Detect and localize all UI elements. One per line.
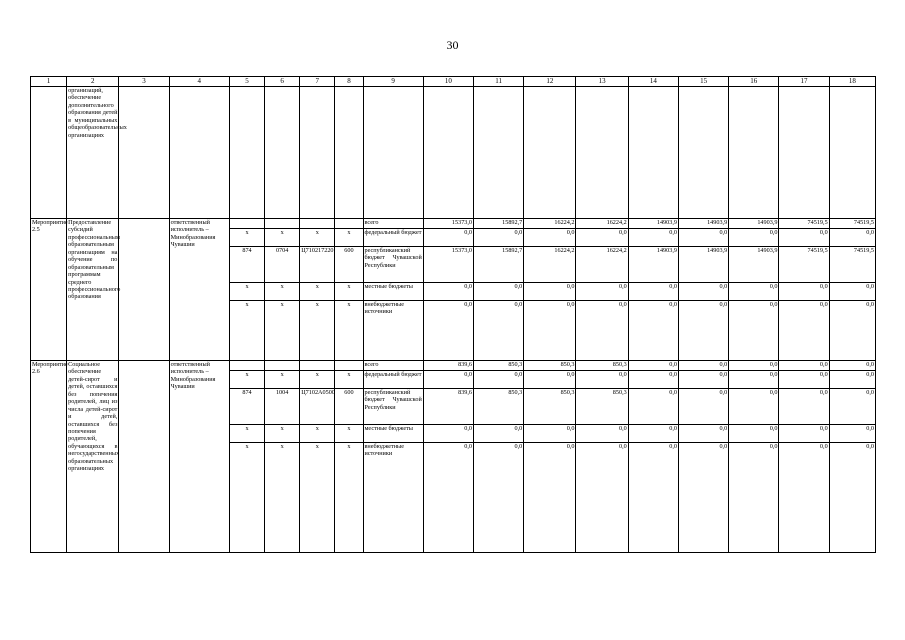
column-number: 8 [335, 77, 363, 87]
column-number: 18 [829, 77, 875, 87]
target-article-code: x [300, 443, 335, 553]
section-code-rzpr: x [265, 301, 300, 361]
grbs-code: x [229, 443, 264, 553]
target-article-code [300, 219, 335, 229]
table-body [31, 77, 876, 553]
value-cell: 0,0 [474, 229, 524, 247]
column-number: 14 [628, 77, 678, 87]
column-number: 6 [265, 77, 300, 87]
target-article-code [300, 361, 335, 371]
value-cell: 850,3 [474, 361, 524, 371]
section-code-rzpr: x [265, 229, 300, 247]
value-cell: 0,0 [474, 425, 524, 443]
column-number: 12 [524, 77, 576, 87]
section-code-rzpr: x [265, 371, 300, 389]
table-row [31, 361, 876, 371]
funding-source: республиканский бюджет Чувашской Республики [363, 389, 423, 425]
column-number: 1 [31, 77, 67, 87]
target-article-code: Ц7102А0500 [300, 389, 335, 425]
value-cell: 0,0 [729, 361, 779, 371]
value-cell: 15892,7 [474, 247, 524, 283]
value-cell: 0,0 [423, 425, 473, 443]
value-cell: 0,0 [779, 229, 829, 247]
value-cell: 0,0 [524, 283, 576, 301]
value-cell: 14903,9 [729, 247, 779, 283]
section-code-rzpr [265, 219, 300, 229]
value-cell: 0,0 [524, 229, 576, 247]
value-cell: 15892,7 [474, 219, 524, 229]
column-number: 9 [363, 77, 423, 87]
expense-type-code [335, 219, 363, 229]
funding-source: внебюджетные источники [363, 443, 423, 553]
value-cell: 14903,9 [628, 219, 678, 229]
funding-source: всего [363, 219, 423, 229]
grbs-code: 874 [229, 389, 264, 425]
value-cell: 0,0 [474, 443, 524, 553]
value-cell: 0,0 [423, 371, 473, 389]
expense-type-code: x [335, 443, 363, 553]
value-cell: 0,0 [474, 283, 524, 301]
expense-type-code: x [335, 371, 363, 389]
value-cell: 850,3 [576, 361, 628, 371]
value-cell: 0,0 [729, 283, 779, 301]
value-cell: 0,0 [829, 361, 875, 371]
funding-source: федеральный бюджет [363, 371, 423, 389]
value-cell: 850,3 [474, 389, 524, 425]
value-cell: 0,0 [678, 283, 728, 301]
funding-source: всего [363, 361, 423, 371]
column-number: 11 [474, 77, 524, 87]
column-number: 7 [300, 77, 335, 87]
continuation-text: организаций, обеспечение дополнительного образования детей в муниципальных общеобразовательных организациях [67, 87, 119, 219]
value-cell: 0,0 [524, 443, 576, 553]
value-cell: 0,0 [576, 371, 628, 389]
target-article-code: x [300, 229, 335, 247]
value-cell: 74519,5 [829, 219, 875, 229]
grbs-code: x [229, 371, 264, 389]
responsible-executor: ответственный исполнитель – Минобразования Чувашии [169, 361, 229, 553]
expense-type-code [335, 361, 363, 371]
value-cell: 0,0 [678, 371, 728, 389]
value-cell: 0,0 [628, 283, 678, 301]
value-cell: 0,0 [474, 371, 524, 389]
value-cell: 0,0 [678, 229, 728, 247]
value-cell: 0,0 [729, 389, 779, 425]
column-number: 16 [729, 77, 779, 87]
value-cell: 0,0 [678, 301, 728, 361]
value-cell: 0,0 [678, 389, 728, 425]
column-number: 4 [169, 77, 229, 87]
value-cell: 0,0 [576, 443, 628, 553]
expense-type-code: x [335, 283, 363, 301]
grbs-code: x [229, 229, 264, 247]
column-number: 10 [423, 77, 473, 87]
value-cell: 0,0 [628, 443, 678, 553]
target-article-code: x [300, 371, 335, 389]
value-cell: 15373,0 [423, 219, 473, 229]
target-article-code: x [300, 283, 335, 301]
value-cell: 0,0 [628, 389, 678, 425]
cell-col1 [31, 87, 67, 219]
section-code-rzpr: x [265, 443, 300, 553]
value-cell: 839,6 [423, 361, 473, 371]
value-cell: 0,0 [628, 301, 678, 361]
value-cell: 0,0 [829, 283, 875, 301]
value-cell: 0,0 [729, 443, 779, 553]
value-cell: 0,0 [729, 425, 779, 443]
value-cell: 74519,5 [779, 219, 829, 229]
value-cell: 0,0 [524, 301, 576, 361]
value-cell: 850,3 [576, 389, 628, 425]
expense-type-code: x [335, 301, 363, 361]
column-number: 15 [678, 77, 728, 87]
value-cell: 0,0 [628, 371, 678, 389]
grbs-code: x [229, 301, 264, 361]
column-number: 5 [229, 77, 264, 87]
value-cell: 14903,9 [729, 219, 779, 229]
section-code: Мероприятие 2.5 [31, 219, 67, 361]
funding-source: внебюджетные источники [363, 301, 423, 361]
expense-type-code: 600 [335, 389, 363, 425]
value-cell: 16224,2 [576, 219, 628, 229]
grbs-code [229, 361, 264, 371]
funding-source: местные бюджеты [363, 283, 423, 301]
value-cell: 0,0 [628, 425, 678, 443]
value-cell: 839,6 [423, 389, 473, 425]
value-cell: 0,0 [729, 229, 779, 247]
target-article-code: x [300, 301, 335, 361]
value-cell: 0,0 [829, 425, 875, 443]
value-cell: 74519,5 [779, 247, 829, 283]
value-cell: 0,0 [829, 229, 875, 247]
value-cell: 0,0 [829, 389, 875, 425]
empty-cell [119, 219, 169, 361]
value-cell: 0,0 [576, 425, 628, 443]
column-number: 13 [576, 77, 628, 87]
value-cell: 14903,9 [628, 247, 678, 283]
expense-type-code: 600 [335, 247, 363, 283]
value-cell: 0,0 [779, 283, 829, 301]
section-code-rzpr: 0704 [265, 247, 300, 283]
value-cell: 0,0 [628, 361, 678, 371]
column-number-row [31, 77, 876, 87]
responsible-executor: ответственный исполнитель – Минобразования Чувашии [169, 219, 229, 361]
value-cell: 0,0 [423, 301, 473, 361]
value-cell: 0,0 [474, 301, 524, 361]
value-cell: 0,0 [678, 425, 728, 443]
value-cell: 0,0 [729, 371, 779, 389]
section-name: Предоставление субсидий профессиональным образовательным организациям на обучение по образовательным программам среднего профессионального образования [67, 219, 119, 361]
value-cell: 0,0 [829, 371, 875, 389]
value-cell: 0,0 [729, 301, 779, 361]
value-cell: 0,0 [779, 371, 829, 389]
value-cell: 0,0 [576, 301, 628, 361]
column-number: 3 [119, 77, 169, 87]
continuation-row [31, 87, 876, 219]
value-cell: 74519,5 [829, 247, 875, 283]
grbs-code: x [229, 425, 264, 443]
section-code-rzpr: 1004 [265, 389, 300, 425]
value-cell: 0,0 [524, 371, 576, 389]
value-cell: 0,0 [423, 229, 473, 247]
section-name: Социальное обеспечение детей-сирот и детей, оставшихся без попечения родителей, лиц из числа детей-сирот и детей, оставшихся без попечения родителей, обучающихся в негосударственных образовательных организациях [67, 361, 119, 553]
value-cell: 0,0 [779, 443, 829, 553]
value-cell: 850,3 [524, 389, 576, 425]
expense-type-code: x [335, 425, 363, 443]
value-cell: 0,0 [829, 301, 875, 361]
value-cell: 0,0 [779, 389, 829, 425]
value-cell: 0,0 [779, 301, 829, 361]
value-cell: 15373,0 [423, 247, 473, 283]
column-number: 2 [67, 77, 119, 87]
value-cell: 0,0 [576, 283, 628, 301]
section-code-rzpr [265, 361, 300, 371]
funding-source: местные бюджеты [363, 425, 423, 443]
value-cell: 0,0 [423, 443, 473, 553]
grbs-code [229, 219, 264, 229]
column-number: 17 [779, 77, 829, 87]
value-cell: 0,0 [678, 443, 728, 553]
value-cell: 16224,2 [576, 247, 628, 283]
value-cell: 0,0 [779, 425, 829, 443]
value-cell: 16224,2 [524, 247, 576, 283]
target-article-code: x [300, 425, 335, 443]
value-cell: 16224,2 [524, 219, 576, 229]
funding-source: федеральный бюджет [363, 229, 423, 247]
value-cell: 14903,9 [678, 247, 728, 283]
empty-cell [119, 361, 169, 553]
table-row [31, 219, 876, 229]
value-cell: 0,0 [829, 443, 875, 553]
budget-table [30, 76, 876, 553]
section-code-rzpr: x [265, 283, 300, 301]
grbs-code: 874 [229, 247, 264, 283]
value-cell: 0,0 [524, 425, 576, 443]
value-cell: 0,0 [779, 361, 829, 371]
section-code-rzpr: x [265, 425, 300, 443]
value-cell: 0,0 [423, 283, 473, 301]
page-number: 30 [446, 38, 459, 52]
grbs-code: x [229, 283, 264, 301]
value-cell: 0,0 [628, 229, 678, 247]
section-code: Мероприятие 2.6 [31, 361, 67, 553]
expense-type-code: x [335, 229, 363, 247]
value-cell: 850,3 [524, 361, 576, 371]
value-cell: 0,0 [678, 361, 728, 371]
value-cell: 0,0 [576, 229, 628, 247]
funding-source: республиканский бюджет Чувашской Республики [363, 247, 423, 283]
target-article-code: Ц710217220 [300, 247, 335, 283]
value-cell: 14903,9 [678, 219, 728, 229]
